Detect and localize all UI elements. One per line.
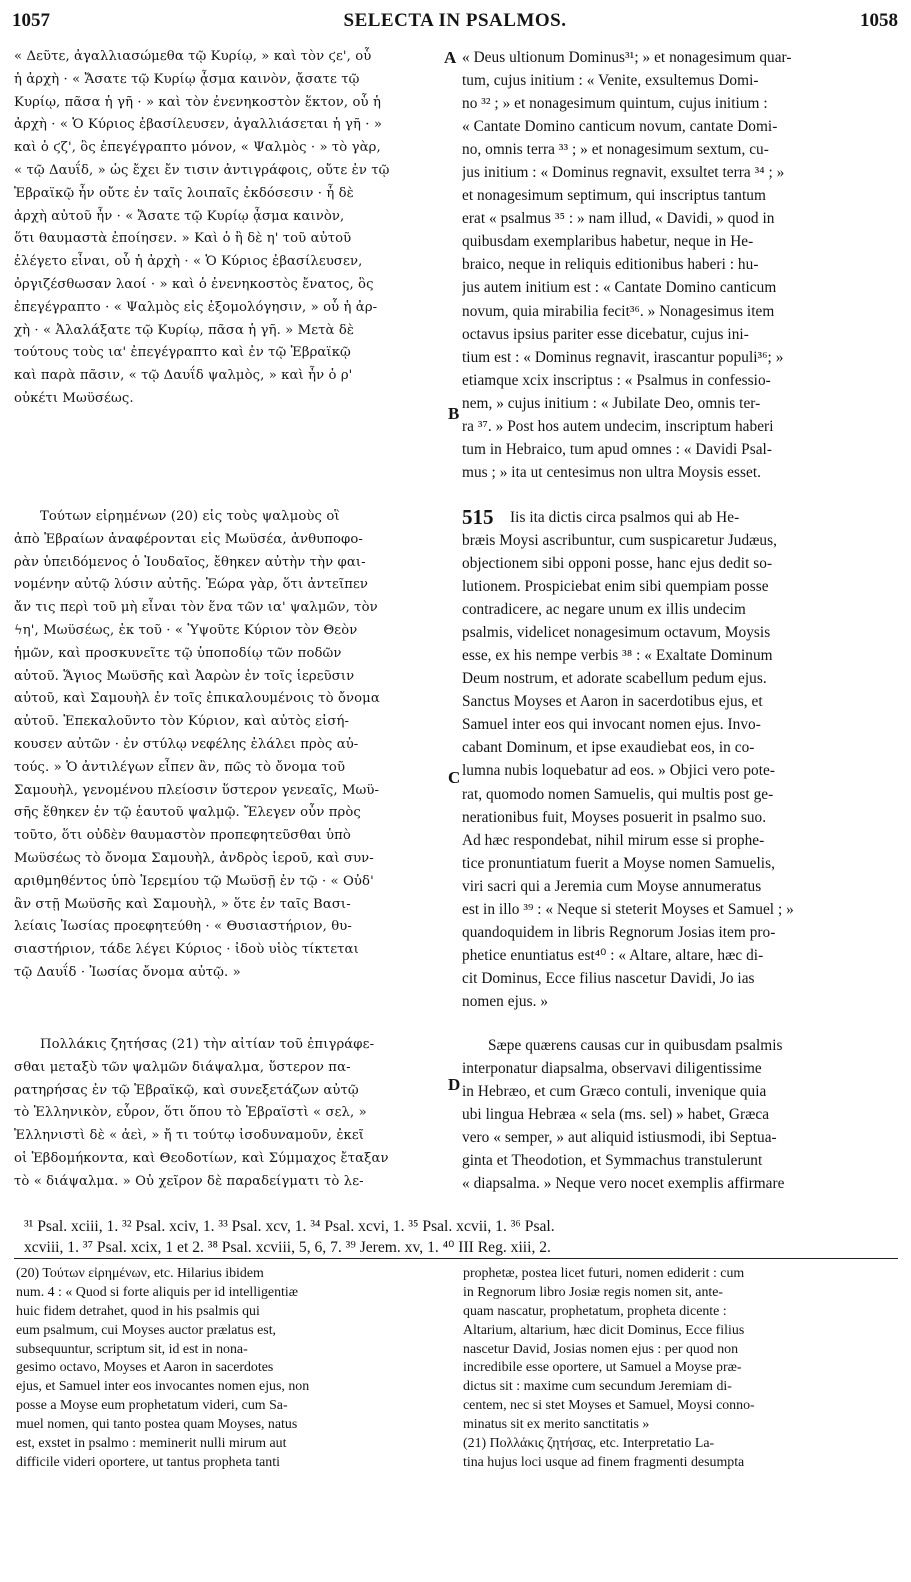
margin-letter-a: A xyxy=(444,48,457,67)
commentary-line: (20) Τούτων εἰρημένων, etc. Hilarius ibidem xyxy=(16,1266,264,1281)
latin-line: octavus ipsius pariter esse dicebatur, cujus ini- xyxy=(462,325,749,343)
greek-line: οὐκέτι Μωϋσέως. xyxy=(14,390,134,406)
greek-block-2 xyxy=(14,506,442,985)
greek-line: οἱ Ἑβδομήκοντα, καὶ Θεοδοτίων, καὶ Σύμμαχος ἔταξαν xyxy=(14,1150,389,1166)
latin-block-2-first xyxy=(462,506,898,529)
commentary-line: huic fidem detrahet, quod in his psalmis qui xyxy=(16,1303,260,1319)
greek-line: κουσεν αὐτῶν · ἐν στύλῳ νεφέλης ἐλάλει πρὸς αὐ- xyxy=(14,736,359,752)
latin-line: no, omnis terra ³³ ; » et nonagesimum sextum, cu- xyxy=(462,141,769,159)
column-number: 515 xyxy=(462,505,494,529)
commentary-line: est, exstet in psalmo : meminerit nulli mirum aut xyxy=(16,1436,287,1452)
greek-line: ρὰν ὑπειδόμενος ὁ Ἰουδαῖος, ἔθηκεν αὐτὴν τὴν φαι- xyxy=(14,554,366,570)
running-header xyxy=(12,10,898,32)
latin-line: tium est : « Dominus regnavit, irascantur populi³⁶; » xyxy=(462,348,784,366)
latin-line: quandoquidem in libris Regnorum Josias item pro- xyxy=(462,923,776,941)
greek-line: ϟη', Μωϋσέως, ἐκ τοῦ · « Ὑψοῦτε Κύριον τὸν Θεὸν xyxy=(14,622,358,638)
greek-line: Κυρίῳ, πᾶσα ἡ γῆ · » καὶ τὸν ἐνενηκοστὸν ἕκτον, οὗ ἡ xyxy=(14,94,381,110)
latin-line: « Deus ultionum Dominus³¹; » et nonagesimum quar- xyxy=(462,49,792,66)
latin-line: Sæpe quærens causas cur in quibusdam psalmis xyxy=(488,1037,783,1054)
greek-line: « τῷ Δαυΐδ, » ὡς ἔχει ἔν τισιν ἀντιγράφοις, οὔτε ἐν τῷ xyxy=(14,162,390,178)
greek-line: ἂν στῇ Μωϋσῆς καὶ Σαμουὴλ, » ὅτε ἐν ταῖς Βασι- xyxy=(14,896,351,912)
footnote-divider xyxy=(14,1258,898,1259)
commentary-line: eum psalmum, cui Moyses auctor prælatus est, xyxy=(16,1322,277,1338)
commentary-line: tina hujus loci usque ad finem fragmenti desumpta xyxy=(463,1454,745,1470)
greek-line: χὴ · « Ἀλαλάξατε τῷ Κυρίῳ, πᾶσα ἡ γῆ. » Μετὰ δὲ xyxy=(14,322,355,338)
latin-line: in Hebræo, et cum Græco contuli, invenique quia xyxy=(462,1083,767,1101)
latin-line: est in illo ³⁹ : « Neque si steterit Moyses et Samuel ; » xyxy=(462,900,794,918)
latin-line: mus ; » ita ut centesimus non ultra Moysis esset. xyxy=(462,463,762,481)
latin-line: objectionem sibi opponi posse, hanc ejus dedit so- xyxy=(462,555,773,573)
latin-line: esse, ex his nempe verbis ³⁸ : « Exaltate Dominum xyxy=(462,647,773,665)
greek-line: « Δεῦτε, ἀγαλλιασώμεθα τῷ Κυρίῳ, » καὶ τὸν ϛε', οὗ xyxy=(14,49,372,64)
latin-line: nerationibus fuit, Moyses posuerit in psalmo suo. xyxy=(462,808,767,826)
latin-line: jus initium : « Dominus regnavit, exsultet terra ³⁴ ; » xyxy=(462,164,785,182)
latin-line: et nonagesimum septimum, qui inscriptus tantum xyxy=(462,187,766,205)
greek-line: νομένην αὐτῷ λύσιν αὐτῆς. Ἑώρα γὰρ, ὅτι ἀντεῖπεν xyxy=(14,577,369,593)
greek-line: αὐτοῦ. Ἐπεκαλοῦντο τὸν Κύριον, καὶ αὐτὸς εἰσή- xyxy=(14,714,349,730)
greek-line: Μωϋσέως τὸ ὄνομα Σαμουὴλ, ἀνδρὸς ἱεροῦ, καὶ συν- xyxy=(14,850,374,866)
greek-line: λείαις Ἰωσίας προεφητεύθη · « Θυσιαστήριον, θυ- xyxy=(14,919,352,935)
latin-line: « Cantate Domino canticum novum, cantate Domi- xyxy=(462,118,778,136)
commentary-line: centem, nec si stet Moyses et Samuel, Moysi conno- xyxy=(463,1398,755,1414)
commentary-line: Altarium, altarium, hæc dicit Dominus, Ecce filius xyxy=(463,1322,745,1338)
greek-line: ρατηρήσας ἐν τῷ Ἑβραϊκῷ, καὶ συνεξετάζων αὐτῷ xyxy=(14,1082,359,1098)
commentary-line: gesimo octavo, Moyses et Aaron in sacerdotes xyxy=(16,1360,274,1376)
greek-line: τοῦτο, ὅτι οὐδὲν θαυμαστὸν προπεφητεῦσθαι ὑπὸ xyxy=(14,828,351,844)
commentary-line: difficile videri oportere, ut tantus propheta tanti xyxy=(16,1454,280,1470)
margin-letter-c: C xyxy=(448,768,461,787)
commentary-line: quam nascatur, prophetatum, propheta dicente : xyxy=(463,1303,727,1319)
commentary-line: num. 4 : « Quod si forte aliquis per id intelligentiæ xyxy=(16,1284,299,1300)
page-number-right: 1058 xyxy=(860,10,898,31)
latin-line: ubi lingua Hebræa « sela (ms. sel) » habet, Græca xyxy=(462,1106,770,1124)
latin-line: viri sacri qui a Jeremia cum Moyse annumeratus xyxy=(462,877,762,895)
greek-line: Σαμουὴλ, γενομένου πλείοσιν ὕστερον γενεαῖς, Μωϋ- xyxy=(14,782,380,798)
latin-line: Ad hæc respondebat, nihil mirum esse si prophe- xyxy=(462,831,765,849)
latin-line: ginta et Theodotion, et Symmachus transtulerunt xyxy=(462,1152,763,1170)
greek-line: Ἑλληνιστὶ δὲ « ἀεὶ, » ἤ τι τούτῳ ἰσοδυναμοῦν, ἐκεῖ xyxy=(14,1128,365,1144)
greek-line: ἀρχὴ αὐτοῦ ἦν · « Ἄσατε τῷ Κυρίῳ ᾆσμα καινὸν, xyxy=(14,208,345,224)
greek-line: Ἑβραϊκῷ ἦν οὔτε ἐν ταῖς λοιπαῖς ἐκδόσεσιν · ἧ δὲ xyxy=(14,185,354,201)
greek-line: ὀργιζέσθωσαν λαοί · » καὶ ὁ ἐνενηκοστὸς ἔνατος, ὃς xyxy=(14,276,374,292)
latin-line: ra ³⁷. » Post hos autem undecim, inscriptum haberi xyxy=(462,417,774,435)
latin-line: Samuel inter eos qui invocant nomen ejus. Invo- xyxy=(462,716,761,734)
latin-line: tum, cujus initium : « Venite, exsultemus Domi- xyxy=(462,72,759,90)
greek-line: καὶ ὁ ϛζ', ὃς ἐπεγέγραπτο μόνον, « Ψαλμὸς · » τὸ γὰρ, xyxy=(14,140,381,156)
greek-line: Τούτων εἰρημένων (20) εἰς τοὺς ψαλμοὺς οἳ xyxy=(40,509,340,524)
margin-letter-d: D xyxy=(448,1075,461,1094)
greek-line: αριθμηθέντος ὑπὸ Ἱερεμίου τῷ Μωϋσῇ ἐν τῷ · « Οὐδ' xyxy=(14,873,374,889)
latin-line: erat « psalmus ³⁵ : » nam illud, « Davidi, » quod in xyxy=(462,210,775,228)
commentary-line: posse a Moyse eum prophetatum videri, cum Sa- xyxy=(16,1398,288,1414)
latin-line: Deum nostrum, et adorate scabellum pedum ejus. xyxy=(462,670,767,688)
latin-line: etiamque xcix inscriptus : « Psalmus in confessio- xyxy=(462,371,771,389)
greek-line: τὸ Ἑλληνικὸν, εὗρον, ὅτι ὅπου τὸ Ἑβραϊστὶ « σελ, » xyxy=(14,1105,367,1121)
latin-line: jus autem initium est : « Cantate Domino canticum xyxy=(462,279,777,297)
latin-line: interponatur diapsalma, observavi diligentissime xyxy=(462,1060,762,1078)
latin-line: phetice enuntiatus est⁴⁰ : « Altare, altare, hæc di- xyxy=(462,946,764,964)
commentary-left xyxy=(16,1265,446,1473)
footnote-line: ³¹ Psal. xciii, 1. ³² Psal. xciv, 1. ³³ Psal. xcv, 1. ³⁴ Psal. xcvi, 1. ³⁵ Psal. xcvii, 1. ³⁶ Psal. xyxy=(24,1218,555,1235)
latin-line: quibusdam exemplaribus habetur, neque in He- xyxy=(462,233,754,251)
greek-line: ἀρχὴ · « Ὁ Κύριος ἐβασίλευσεν, ἀγαλλιάσεται ἡ γῆ · » xyxy=(14,117,383,133)
greek-line: ἡ ἀρχὴ · « Ἄσατε τῷ Κυρίῳ ᾆσμα καινὸν, ᾄσατε τῷ xyxy=(14,71,360,87)
commentary-line: in Regnorum libro Josiæ regis nomen sit, ante- xyxy=(463,1284,724,1300)
latin-line: psalmis, videlicet nonagesimum octavum, Moysis xyxy=(462,624,771,642)
commentary-line: muel nomen, qui tanto postea quam Moyses, natus xyxy=(16,1417,298,1433)
greek-line: τούς. » Ὁ ἀντιλέγων εἶπεν ἂν, πῶς τὸ ὄνομα τοῦ xyxy=(14,759,346,775)
commentary-line: nascetur David, Josias nomen ejus : per quod non xyxy=(463,1341,739,1357)
latin-line: lumna nubis loquebatur ad eos. » Objici vero pote- xyxy=(462,762,776,780)
latin-line: rat, quomodo nomen Samuelis, qui multis post ge- xyxy=(462,785,774,803)
latin-line: nem, » cujus initium : « Jubilate Deo, omnis ter- xyxy=(462,394,761,412)
latin-line: tum in Hebraico, tum apud omnes : « Davidi Psal- xyxy=(462,440,772,458)
latin-line: lutionem. Prospiciebat enim sibi quempiam posse xyxy=(462,578,769,596)
commentary-line: dictus sit : maxime cum secundum Jeremiam di- xyxy=(463,1379,732,1395)
greek-line: αὐτοῦ, καὶ Σαμουὴλ ἐν τοῖς ἐπικαλουμένοις τὸ ὄνομα xyxy=(14,691,380,707)
greek-line: σιαστήριον, τάδε λέγει Κύριος · ἰδοὺ υἱὸς τίκτεται xyxy=(14,942,359,958)
latin-line: braico, neque in reliquis editionibus haberi : hu- xyxy=(462,256,759,274)
greek-line: ἐπεγέγραπτο · « Ψαλμὸς εἰς ἐξομολόγησιν, » οὗ ἡ ἀρ- xyxy=(14,299,378,315)
latin-line: novum, quia mirabilia fecit³⁶. » Nonagesimus item xyxy=(462,302,775,320)
greek-line: ἡμῶν, καὶ προσκυνεῖτε τῷ ὑποποδίῳ τῶν ποδῶν xyxy=(14,645,342,661)
greek-line: σῆς ἔθηκεν ἐν τῷ ἑαυτοῦ ψαλμῷ. Ἔλεγεν οὖν πρὸς xyxy=(14,805,361,821)
greek-line: αὐτοῦ. Ἅγιος Μωϋσῆς καὶ Ἀαρὼν ἐν τοῖς ἱερεῦσιν xyxy=(14,668,355,684)
commentary-line: incredibile esse oportere, ut Samuel a Moyse præ- xyxy=(463,1360,742,1376)
latin-line: bræis Moysi ascribuntur, cum suspicaretur Judæus, xyxy=(462,532,777,549)
greek-line: σθαι μεταξὺ τῶν ψαλμῶν διάψαλμα, ὕστερον πα- xyxy=(14,1059,351,1075)
greek-line: ὅτι θαυμαστὰ ἐποίησεν. » Καὶ ὁ ἢ δὲ η' τοῦ αὐτοῦ xyxy=(14,231,352,247)
latin-block-1 xyxy=(462,46,898,484)
latin-line: tice pronuntiatum fuerit a Moyse nomen Samuelis, xyxy=(462,854,775,872)
running-title: SELECTA IN PSALMOS. xyxy=(343,10,567,31)
greek-line: τὸ « διάψαλμα. » Οὐ χεῖρον δὲ παραδείγματι τὸ λε- xyxy=(14,1173,364,1189)
greek-block-3 xyxy=(14,1034,442,1194)
latin-block-3 xyxy=(462,1034,898,1195)
latin-line: cit Dominus, Ecce filius nascetur Davidi, Jo ias xyxy=(462,969,755,987)
latin-line: Sanctus Moyses et Aaron in sacerdotibus ejus, et xyxy=(462,693,763,711)
latin-line: vero « semper, » aut aliquid istiusmodi, ibi Septua- xyxy=(462,1129,777,1147)
greek-line: ἐλέγετο εἶναι, οὗ ἡ ἀρχὴ · « Ὁ Κύριος ἐβασίλευσεν, xyxy=(14,254,363,270)
latin-line: contradicere, ac negare unum ex illis undecim xyxy=(462,601,746,619)
commentary-line: prophetæ, postea licet futuri, nomen ediderit : cum xyxy=(463,1266,745,1281)
latin-line: no ³² ; » et nonagesimum quintum, cujus initium : xyxy=(462,95,768,113)
margin-letter-b: B xyxy=(448,404,460,423)
latin-line: Iis ita dictis circa psalmos qui ab He- xyxy=(510,509,740,526)
greek-line: τούτους τοὺς ια' ἐπεγέγραπτο καὶ ἐν τῷ Ἑβραϊκῷ xyxy=(14,345,351,361)
latin-line: cabant Dominum, et ipse exaudiebat eos, in co- xyxy=(462,739,755,757)
commentary-line: subsequuntur, scriptum sit, id est in nona- xyxy=(16,1341,248,1357)
latin-block-2 xyxy=(462,529,898,1013)
page-number-left: 1057 xyxy=(12,10,50,31)
commentary-right xyxy=(463,1265,899,1473)
greek-line: ἀπὸ Ἑβραίων ἀναφέρονται εἰς Μωϋσέα, ἀνθυποφο- xyxy=(14,531,363,547)
footnote-line: xcviii, 1. ³⁷ Psal. xcix, 1 et 2. ³⁸ Psal. xcviii, 5, 6, 7. ³⁹ Jerem. xv, 1. ⁴⁰ III Reg. xiii, 2. xyxy=(24,1239,551,1256)
greek-line: Πολλάκις ζητήσας (21) τὴν αἰτίαν τοῦ ἐπιγράφε- xyxy=(40,1037,375,1052)
greek-line: καὶ παρὰ πᾶσιν, « τῷ Δαυΐδ ψαλμὸς, » καὶ ἦν ὁ ρ' xyxy=(14,368,353,384)
commentary-line: minatus sit ex merito sanctitatis » xyxy=(463,1417,650,1433)
footnote-references xyxy=(24,1216,898,1258)
commentary-line: ejus, et Samuel inter eos invocantes nomen ejus, non xyxy=(16,1379,310,1395)
greek-line: ἄν τις περὶ τοῦ μὴ εἶναι τὸν ἕνα τῶν ια' ψαλμῶν, τὸν xyxy=(14,600,378,616)
latin-line: « diapsalma. » Neque vero nocet exemplis affirmare xyxy=(462,1175,785,1193)
greek-line: τῷ Δαυΐδ · Ἰωσίας ὄνομα αὐτῷ. » xyxy=(14,964,241,980)
commentary-line: (21) Πολλάκις ζητήσας, etc. Interpretatio La- xyxy=(463,1436,715,1452)
greek-block-1 xyxy=(14,46,442,411)
latin-line: nomen ejus. » xyxy=(462,992,549,1010)
